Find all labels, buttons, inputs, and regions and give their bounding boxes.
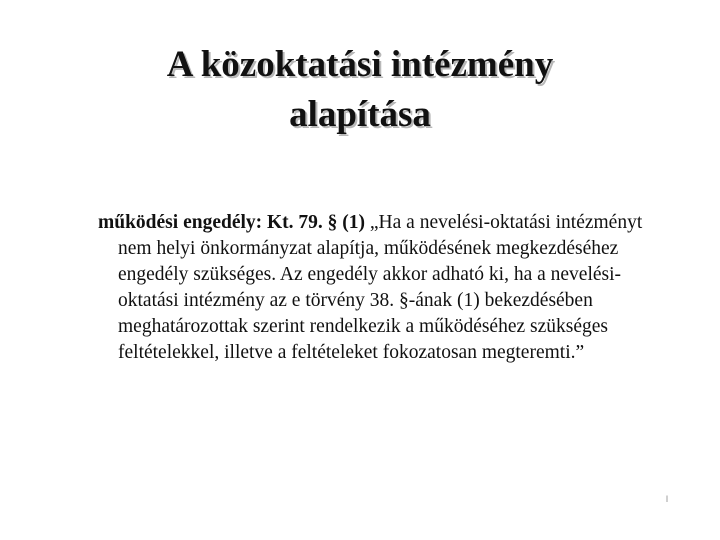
slide-title (0, 40, 720, 140)
title-line-1: A közoktatási intézmény (166, 44, 554, 85)
body-paragraph (98, 210, 678, 366)
title-line-2: alapítása (289, 94, 431, 135)
slide-body (98, 210, 678, 366)
body-text: „Ha a nevelési-oktatási intézményt nem helyi önkormányzat alapítja, működésének megkezdéséhez engedély szükséges. Az engedély akkor adható ki, ha a nevelési-oktatási intézmény az e törvény 38. §-ának (1) bekezdésében meghatározottak szerint rendelkezik a működéséhez szükséges feltételekkel, illetve a feltételeket fokozatosan megteremti.” (118, 212, 643, 363)
page-mark: l (666, 494, 668, 504)
body-term: működési engedély: Kt. 79. § (1) (98, 212, 366, 233)
